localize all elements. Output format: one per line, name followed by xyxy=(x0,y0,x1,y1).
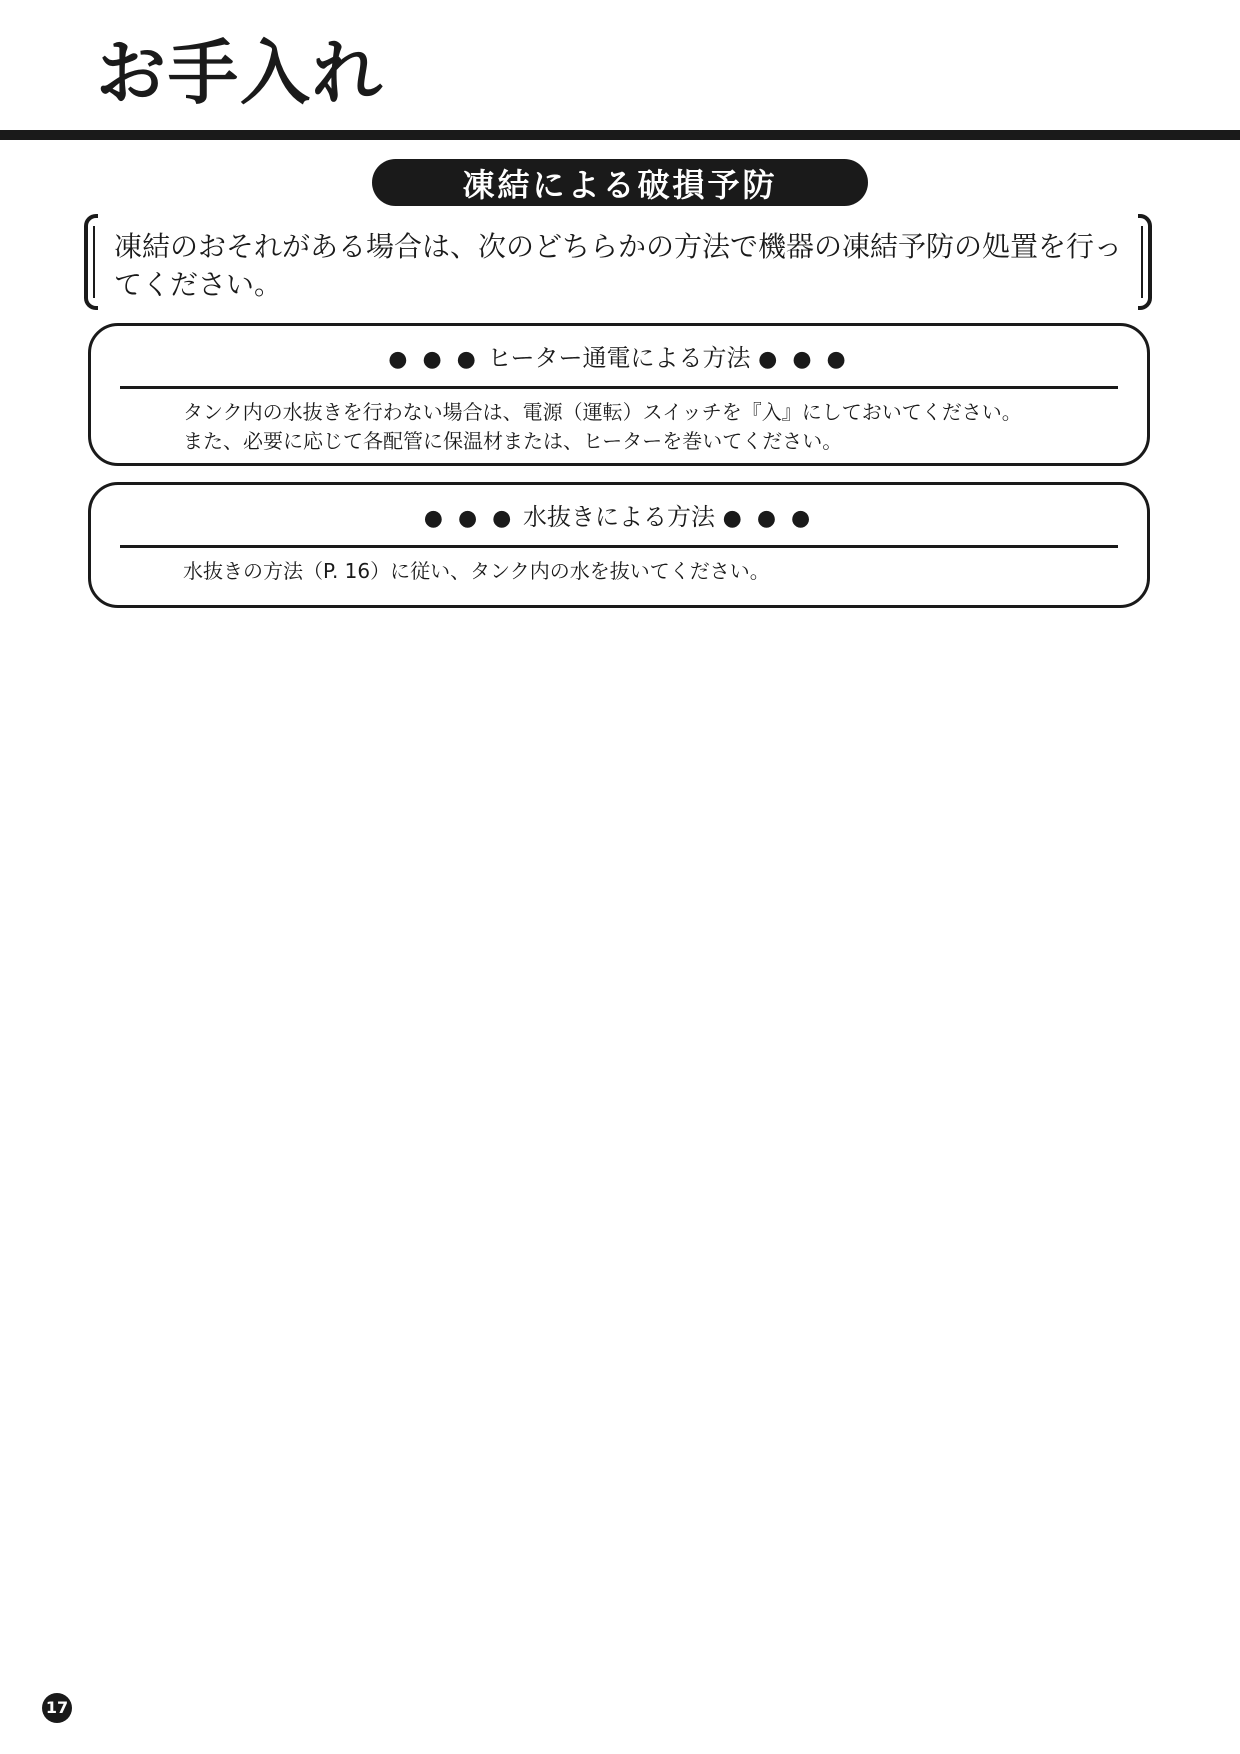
method-body xyxy=(183,398,1107,456)
page-number: 17 xyxy=(42,1693,72,1723)
method-box-drain xyxy=(88,482,1150,608)
method-divider xyxy=(120,545,1118,548)
method-title: ヒーター通電による方法 xyxy=(487,344,751,372)
bullet-dots-icon: ● ● ● xyxy=(423,506,516,531)
method-body xyxy=(183,557,1107,586)
header-rule xyxy=(0,130,1240,140)
method-title: 水抜きによる方法 xyxy=(523,503,715,531)
right-bracket xyxy=(1138,214,1152,310)
method-body-line: また、必要に応じて各配管に保温材または、ヒーターを巻いてください。 xyxy=(183,429,843,453)
bullet-dots-icon: ● ● ● xyxy=(722,506,815,531)
method-body-line: タンク内の水抜きを行わない場合は、電源（運転）スイッチを『入』にしておいてください。 xyxy=(183,400,1022,424)
section-title: 凍結による破損予防 xyxy=(462,165,778,204)
section-title-pill xyxy=(372,159,868,206)
method-body-line: 水抜きの方法（P. 16）に従い、タンク内の水を抜いてください。 xyxy=(183,559,770,583)
bullet-dots-icon: ● ● ● xyxy=(388,347,480,372)
bullet-dots-icon: ● ● ● xyxy=(758,347,850,372)
method-divider xyxy=(120,386,1118,389)
method-box-heater xyxy=(88,323,1150,466)
intro-text: 凍結のおそれがある場合は、次のどちらかの方法で機器の凍結予防の処置を行ってください。 xyxy=(114,230,1123,301)
left-bracket xyxy=(84,214,98,310)
intro-box xyxy=(84,214,1152,310)
page-title: お手入れ xyxy=(96,32,384,114)
method-heading xyxy=(91,338,1147,373)
method-heading xyxy=(91,497,1147,532)
